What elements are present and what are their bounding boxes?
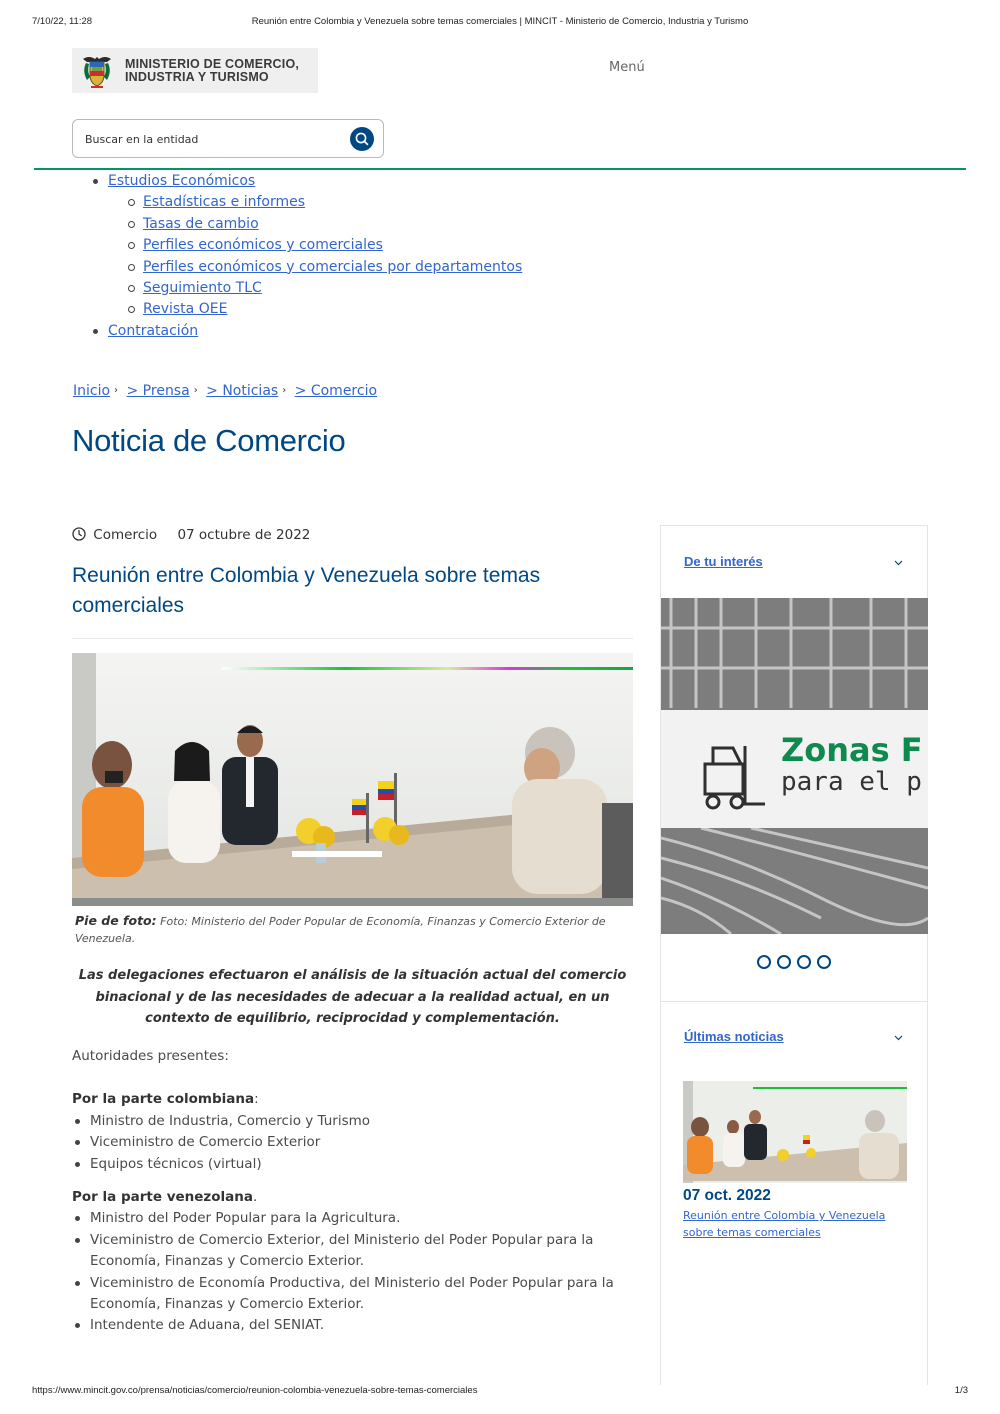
clock-icon (72, 527, 86, 541)
authorities-intro: Autoridades presentes: (72, 1048, 229, 1064)
carousel-dot[interactable] (777, 955, 791, 969)
breadcrumb-comercio[interactable]: > Comercio (294, 383, 378, 399)
article-lead: Las delegaciones efectuaron el análisis de la situación actual del comercio binacional y de las necesidades de adecuar a la realidad actual, en un contexto de equilibrio, reciprocidad y complementación. (78, 968, 627, 1026)
print-url: https://www.mincit.gov.co/prensa/noticias/comercio/reunion-colombia-venezuela-sobre-temas-comerciales (32, 1385, 478, 1396)
nav-subitem (90, 192, 522, 213)
ministry-name (125, 58, 299, 84)
breadcrumb-prensa[interactable]: > Prensa (126, 383, 190, 399)
caption-label: Pie de foto: (75, 913, 157, 928)
carousel-dot[interactable] (817, 955, 831, 969)
coat-of-arms-icon (80, 53, 114, 89)
ministry-name-line2: INDUSTRIA Y TURISMO (125, 70, 269, 84)
print-page-title: Reunión entre Colombia y Venezuela sobre temas comerciales | MINCIT - Ministerio de Comercio, Industria y Turismo (251, 16, 749, 27)
nav-subitem (90, 235, 522, 256)
nav-link-seguimiento-tlc[interactable]: Seguimiento TLC (143, 280, 262, 297)
nav-link-perfiles[interactable]: Perfiles económicos y comerciales (143, 237, 383, 254)
breadcrumb-noticias[interactable]: > Noticias (206, 383, 279, 399)
photo-caption (72, 912, 632, 947)
chevron-down-icon[interactable] (894, 558, 903, 567)
list-item: Ministro del Poder Popular para la Agricultura. (72, 1208, 633, 1229)
ministry-logo[interactable] (72, 48, 318, 93)
article-date: 07 octubre de 2022 (177, 527, 311, 543)
nav-link-estudios[interactable]: Estudios Económicos (108, 173, 256, 189)
banner-subtitle: para el p (781, 767, 922, 797)
caption-text: Foto: Ministerio del Poder Popular de Economía, Finanzas y Comercio Exterior de Venezuela. (75, 915, 606, 945)
venezuela-list (72, 1208, 633, 1336)
print-page-number: 1/3 (954, 1385, 968, 1396)
breadcrumb-separator: › (193, 385, 198, 396)
nav-item-contratacion (90, 321, 522, 342)
print-header (32, 16, 968, 30)
nav-subitem (90, 299, 522, 320)
print-datetime: 7/10/22, 11:28 (32, 16, 93, 27)
nav-link-perfiles-departamentos[interactable]: Perfiles económicos y comerciales por departamentos (143, 258, 523, 275)
header-divider (34, 168, 966, 170)
list-item: Ministro de Industria, Comercio y Turismo (72, 1111, 633, 1132)
list-item: Viceministro de Economía Productiva, del Ministerio del Poder Popular para la Economía, Finanzas y Comercio Exterior. (72, 1273, 633, 1316)
nav-subitem (90, 214, 522, 235)
nav-link-tasas[interactable]: Tasas de cambio (143, 215, 259, 232)
nav-item-estudios (90, 171, 522, 192)
news-date: 07 oct. 2022 (683, 1187, 771, 1204)
venezuela-label: Por la parte venezolana (72, 1189, 254, 1206)
sidebar (660, 525, 928, 1385)
breadcrumb-separator: › (282, 385, 287, 396)
venezuela-punct: . (253, 1189, 258, 1206)
colombia-punct: : (254, 1091, 259, 1108)
nav-link-revista-oee[interactable]: Revista OEE (143, 301, 228, 318)
search-button[interactable] (350, 127, 374, 151)
colombia-label: Por la parte colombiana (72, 1091, 255, 1108)
news-thumbnail[interactable] (683, 1081, 907, 1183)
meeting-photo (72, 653, 633, 906)
interest-heading[interactable]: De tu interés (684, 554, 763, 569)
ministry-name-line1: MINISTERIO DE COMERCIO, (125, 57, 300, 71)
colombia-list (72, 1111, 633, 1175)
carousel-dots (757, 954, 837, 973)
sidebar-divider (661, 1001, 928, 1002)
breadcrumb-inicio[interactable]: Inicio (73, 383, 111, 399)
page-title: Noticia de Comercio (72, 423, 346, 458)
list-item: Viceministro de Comercio Exterior (72, 1132, 633, 1153)
banner-image (661, 598, 928, 934)
title-divider (72, 638, 633, 639)
carousel-dot[interactable] (797, 955, 811, 969)
breadcrumb (73, 383, 377, 399)
colombia-heading (72, 1089, 633, 1110)
menu-button[interactable]: Menú (609, 60, 645, 75)
latest-news-heading[interactable]: Últimas noticias (684, 1029, 784, 1044)
list-item: Intendente de Aduana, del SENIAT. (72, 1315, 633, 1336)
article-body (72, 1046, 633, 1337)
search-icon (350, 127, 374, 151)
banner-title: Zonas F (781, 731, 923, 769)
article-category: Comercio (93, 527, 158, 543)
article-meta (72, 527, 310, 543)
spacer (72, 1175, 633, 1187)
breadcrumb-separator: › (114, 385, 119, 396)
search-input[interactable] (83, 128, 333, 150)
news-link[interactable]: Reunión entre Colombia y Venezuela sobre temas comerciales (683, 1209, 886, 1239)
promo-banner[interactable] (661, 598, 928, 934)
chevron-down-icon[interactable] (894, 1033, 903, 1042)
list-item: Equipos técnicos (virtual) (72, 1154, 633, 1175)
print-footer (32, 1385, 968, 1399)
nav-link-contratacion[interactable]: Contratación (108, 322, 199, 339)
search-box (72, 119, 384, 158)
venezuela-heading (72, 1187, 633, 1208)
nav-link-estadisticas[interactable]: Estadísticas e informes (143, 194, 306, 211)
nav-subitem (90, 278, 522, 299)
article-title: Reunión entre Colombia y Venezuela sobre temas comerciales (72, 564, 541, 617)
list-item: Viceministro de Comercio Exterior, del Ministerio del Poder Popular para la Economía, Finanzas y Comercio Exterior. (72, 1230, 633, 1273)
carousel-dot[interactable] (757, 955, 771, 969)
nav-subitem (90, 257, 522, 278)
site-navigation (90, 171, 522, 342)
